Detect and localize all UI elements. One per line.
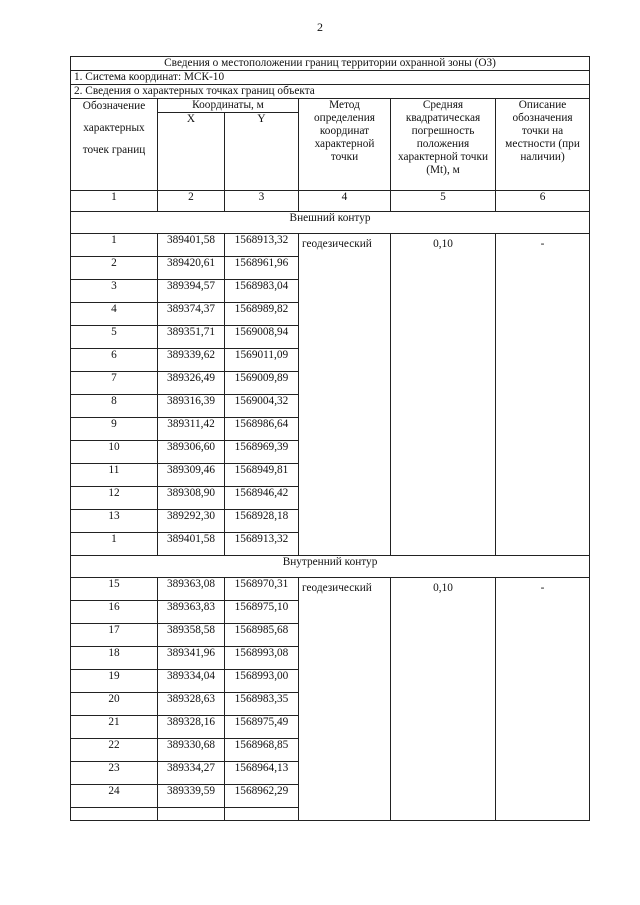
accuracy-cell: 0,10 (391, 234, 496, 556)
coord-x: 389401,58 (158, 234, 225, 257)
coord-x: 389311,42 (158, 418, 225, 441)
header-designation-line2: характерных (83, 122, 145, 134)
blank-cell (225, 808, 299, 821)
column-number: 3 (225, 191, 299, 212)
coord-x: 389339,62 (158, 349, 225, 372)
header-designation-line1: Обозначение (82, 100, 146, 112)
point-number: 13 (71, 510, 158, 533)
blank-cell (158, 808, 225, 821)
points-section-title: 2. Сведения о характерных точках границ объекта (71, 85, 590, 99)
header-y: Y (225, 113, 299, 191)
point-number: 3 (71, 280, 158, 303)
coord-y: 1568913,32 (225, 234, 299, 257)
coord-y: 1568968,85 (225, 739, 299, 762)
coord-y: 1568969,39 (225, 441, 299, 464)
coord-y: 1568946,42 (225, 487, 299, 510)
inner-contour-label: Внутренний контур (71, 556, 590, 578)
coord-y: 1568989,82 (225, 303, 299, 326)
coord-y: 1569008,94 (225, 326, 299, 349)
coord-y: 1568986,64 (225, 418, 299, 441)
header-method: Метод определения координат характерной точки (299, 99, 391, 191)
accuracy-cell: 0,10 (391, 578, 496, 821)
header-description: Описание обозначения точки на местности (при наличии) (496, 99, 590, 191)
coord-x: 389401,58 (158, 533, 225, 556)
coord-x: 389351,71 (158, 326, 225, 349)
coord-system: 1. Система координат: МСК-10 (71, 71, 590, 85)
blank-cell (71, 808, 158, 821)
point-number: 15 (71, 578, 158, 601)
coord-x: 389330,68 (158, 739, 225, 762)
coord-y: 1568970,31 (225, 578, 299, 601)
point-number: 11 (71, 464, 158, 487)
coord-y: 1568985,68 (225, 624, 299, 647)
coord-x: 389326,49 (158, 372, 225, 395)
header-x: X (158, 113, 225, 191)
coord-y: 1568928,18 (225, 510, 299, 533)
description-cell: - (496, 578, 590, 821)
point-number: 10 (71, 441, 158, 464)
coord-x: 389334,27 (158, 762, 225, 785)
column-number: 4 (299, 191, 391, 212)
description-cell: - (496, 234, 590, 556)
coord-y: 1569009,89 (225, 372, 299, 395)
point-number: 9 (71, 418, 158, 441)
coord-x: 389339,59 (158, 785, 225, 808)
coord-y: 1568975,10 (225, 601, 299, 624)
point-number: 24 (71, 785, 158, 808)
coord-x: 389308,90 (158, 487, 225, 510)
coord-x: 389341,96 (158, 647, 225, 670)
point-number: 22 (71, 739, 158, 762)
coord-x: 389328,16 (158, 716, 225, 739)
header-designation (71, 99, 158, 191)
point-number: 2 (71, 257, 158, 280)
outer-contour-label: Внешний контур (71, 212, 590, 234)
column-number: 2 (158, 191, 225, 212)
boundary-points-table (70, 56, 590, 821)
column-number: 6 (496, 191, 590, 212)
coord-x: 389358,58 (158, 624, 225, 647)
coord-x: 389328,63 (158, 693, 225, 716)
coord-y: 1568964,13 (225, 762, 299, 785)
table-row (71, 234, 590, 257)
method-cell: геодезический (299, 578, 391, 821)
point-number: 21 (71, 716, 158, 739)
coord-x: 389309,46 (158, 464, 225, 487)
coord-x: 389394,57 (158, 280, 225, 303)
coord-x: 389374,37 (158, 303, 225, 326)
coord-x: 389334,04 (158, 670, 225, 693)
header-coordinates: Координаты, м (158, 99, 299, 113)
point-number: 23 (71, 762, 158, 785)
table-row (71, 578, 590, 601)
coord-y: 1569004,32 (225, 395, 299, 418)
method-cell: геодезический (299, 234, 391, 556)
point-number: 8 (71, 395, 158, 418)
column-number: 5 (391, 191, 496, 212)
page-number: 2 (317, 20, 323, 34)
header-designation-line3: точек границ (82, 144, 146, 156)
point-number: 7 (71, 372, 158, 395)
coord-y: 1568962,29 (225, 785, 299, 808)
point-number: 18 (71, 647, 158, 670)
point-number: 12 (71, 487, 158, 510)
coord-x: 389363,08 (158, 578, 225, 601)
point-number: 4 (71, 303, 158, 326)
point-number: 6 (71, 349, 158, 372)
coord-y: 1568983,04 (225, 280, 299, 303)
coord-y: 1568949,81 (225, 464, 299, 487)
coord-x: 389306,60 (158, 441, 225, 464)
point-number: 16 (71, 601, 158, 624)
point-number: 19 (71, 670, 158, 693)
coord-y: 1568961,96 (225, 257, 299, 280)
coord-y: 1568983,35 (225, 693, 299, 716)
coord-x: 389292,30 (158, 510, 225, 533)
point-number: 5 (71, 326, 158, 349)
header-accuracy: Средняя квадратическая погрешность положения характерной точки (Mt), м (391, 99, 496, 191)
point-number: 1 (71, 234, 158, 257)
point-number: 20 (71, 693, 158, 716)
coord-y: 1569011,09 (225, 349, 299, 372)
coord-y: 1568913,32 (225, 533, 299, 556)
column-number: 1 (71, 191, 158, 212)
point-number: 17 (71, 624, 158, 647)
coord-x: 389420,61 (158, 257, 225, 280)
table-title: Сведения о местоположении границ территории охранной зоны (ОЗ) (71, 57, 590, 71)
coord-y: 1568993,00 (225, 670, 299, 693)
coord-y: 1568975,49 (225, 716, 299, 739)
coord-x: 389363,83 (158, 601, 225, 624)
coord-y: 1568993,08 (225, 647, 299, 670)
point-number: 1 (71, 533, 158, 556)
coord-x: 389316,39 (158, 395, 225, 418)
